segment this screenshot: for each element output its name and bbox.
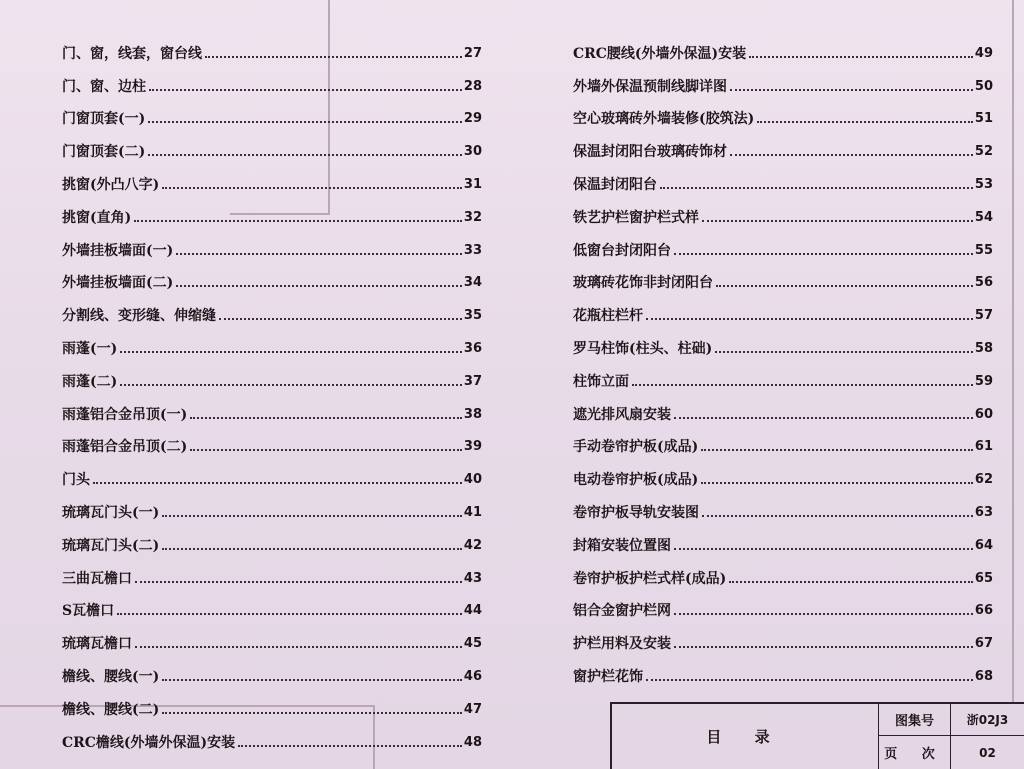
toc-entry-title: CRC腰线(外墙外保温)安装 [573,45,747,62]
toc-entry-page: 53 [974,176,993,192]
toc-leader [135,646,462,648]
toc-entry-page: 27 [463,45,482,61]
toc-entry-page: 41 [463,504,482,520]
toc-leader [162,712,462,714]
toc-entry-title: 分割线、变形缝、伸缩缝 [62,308,216,325]
page-number-value: 02 [950,736,1024,769]
toc-leader [632,384,973,386]
toc-entry-title: 檐线、腰线(二) [62,701,160,718]
toc-entry-title: 雨蓬铝合金吊顶(二) [62,439,188,456]
toc-entry-page: 49 [974,45,993,61]
toc-entry[interactable] [62,424,482,457]
toc-entry-page: 33 [463,242,482,258]
toc-leader [757,121,973,123]
toc-leader [162,187,462,189]
toc-entry[interactable] [573,260,993,293]
toc-entry-page: 39 [463,439,482,455]
toc-entry-page: 37 [463,373,482,389]
toc-entry-title: 保温封闭阳台玻璃砖饰材 [573,144,727,161]
toc-entry-page: 32 [463,209,482,225]
toc-entry-title: 门头 [62,472,90,489]
toc-entry-page: 42 [463,537,482,553]
toc-entry[interactable] [62,653,482,686]
atlas-number-label: 图集号 [878,704,950,736]
toc-entry-title: 雨蓬(一) [62,340,118,357]
toc-entry-title: 门窗顶套(二) [62,144,146,161]
toc-leader [674,253,973,255]
toc-entry-title: 手动卷帘护板(成品) [573,439,699,456]
toc-entry-title: 玻璃砖花饰非封闭阳台 [573,275,713,292]
toc-leader [176,253,462,255]
toc-entry-title: 卷帘护板导轨安装图 [573,504,699,521]
toc-entry[interactable] [573,424,993,457]
toc-leader [148,121,462,123]
toc-entry-title: 雨蓬(二) [62,373,118,390]
toc-entry[interactable] [62,325,482,358]
toc-entry[interactable] [62,522,482,555]
toc-entry[interactable] [573,30,993,63]
toc-entry-title: CRC檐线(外墙外保温)安装 [62,734,236,751]
toc-entry-page: 61 [974,439,993,455]
toc-leader [715,351,973,353]
toc-entry-title: 挑窗(直角) [62,209,132,226]
toc-entry-page: 36 [463,340,482,356]
drawing-title-block [610,702,1024,769]
toc-entry[interactable] [62,194,482,227]
toc-entry-title: 檐线、腰线(一) [62,668,160,685]
toc-entry-page: 28 [463,78,482,94]
toc-entry[interactable] [573,391,993,424]
toc-entry-title: 外墙外保温预制线脚详图 [573,78,727,95]
toc-entry-page: 29 [463,111,482,127]
toc-entry[interactable] [62,456,482,489]
toc-leader [729,581,973,583]
toc-entry-page: 56 [974,275,993,291]
toc-entry[interactable] [573,128,993,161]
toc-entry-page: 66 [974,603,993,619]
toc-entry-title: 卷帘护板护栏式样(成品) [573,570,727,587]
toc-entry-page: 55 [974,242,993,258]
toc-entry-title: 门、窗，线套，窗台线 [62,45,202,62]
toc-leader [660,187,973,189]
toc-entry[interactable] [62,30,482,63]
toc-entry-title: 琉璃瓦檐口 [62,636,132,653]
toc-entry-page: 57 [974,308,993,324]
toc-entry-page: 58 [974,340,993,356]
bleed-frame-line [1012,0,1014,702]
toc-entry-page: 64 [974,537,993,553]
toc-entry[interactable] [573,620,993,653]
toc-entry-title: 低窗台封闭阳台 [573,242,671,259]
toc-entry[interactable] [62,686,482,719]
toc-entry[interactable] [573,292,993,325]
toc-leader [730,89,973,91]
toc-entry-page: 50 [974,78,993,94]
toc-entry[interactable] [62,161,482,194]
toc-entry-page: 30 [463,144,482,160]
toc-entry-title: 挑窗(外凸八字) [62,176,160,193]
toc-entry-title: 罗马柱饰(柱头、柱础) [573,340,713,357]
toc-entry[interactable] [573,456,993,489]
toc-entry[interactable] [573,555,993,588]
toc-leader [701,482,973,484]
toc-entry[interactable] [573,161,993,194]
toc-entry-page: 59 [974,373,993,389]
toc-entry[interactable] [573,489,993,522]
toc-entry[interactable] [573,227,993,260]
toc-entry[interactable] [62,588,482,621]
toc-entry[interactable] [573,653,993,686]
toc-leader [205,56,462,58]
toc-entry-page: 43 [463,570,482,586]
toc-leader [749,56,973,58]
toc-leader [674,646,973,648]
toc-leader [148,154,462,156]
toc-leader [162,548,462,550]
toc-entry[interactable] [62,620,482,653]
toc-entry[interactable] [573,522,993,555]
toc-entry[interactable] [62,555,482,588]
toc-entry[interactable] [62,391,482,424]
toc-entry-title: 铁艺护栏窗护栏式样 [573,209,699,226]
toc-entry-title: 空心玻璃砖外墙装修(胶筑法) [573,111,755,128]
toc-entry-title: 封箱安装位置图 [573,537,671,554]
toc-entry[interactable] [62,292,482,325]
toc-entry-page: 31 [463,176,482,192]
toc-entry-page: 44 [463,603,482,619]
toc-entry[interactable] [62,63,482,96]
toc-entry-title: 琉璃瓦门头(一) [62,504,160,521]
toc-entry-page: 45 [463,636,482,652]
toc-entry[interactable] [62,96,482,129]
toc-leader [117,613,462,615]
atlas-number-value: 浙02J3 [950,704,1024,736]
toc-entry-page: 40 [463,472,482,488]
toc-right-column [573,30,993,686]
toc-leader [93,482,462,484]
toc-entry-page: 35 [463,308,482,324]
toc-entry[interactable] [62,227,482,260]
toc-leader [238,745,462,747]
toc-left-column [62,30,482,752]
toc-entry-title: 遮光排风扇安装 [573,406,671,423]
toc-leader [646,318,973,320]
toc-leader [702,220,973,222]
toc-entry-page: 67 [974,636,993,652]
toc-entry-title: 铝合金窗护栏网 [573,603,671,620]
toc-entry-title: 外墙挂板墙面(一) [62,242,174,259]
toc-entry-page: 34 [463,275,482,291]
toc-leader [190,449,462,451]
toc-leader [120,384,462,386]
toc-entry-page: 51 [974,111,993,127]
toc-entry-title: 柱饰立面 [573,373,629,390]
toc-entry[interactable] [62,358,482,391]
toc-entry-title: 保温封闭阳台 [573,176,657,193]
toc-entry[interactable] [62,719,482,752]
toc-entry[interactable] [62,260,482,293]
toc-leader [162,515,462,517]
toc-entry[interactable] [62,489,482,522]
toc-entry[interactable] [573,325,993,358]
toc-entry[interactable] [573,63,993,96]
page-number-label: 页 次 [878,736,950,769]
toc-entry-page: 54 [974,209,993,225]
toc-entry-title: 外墙挂板墙面(二) [62,275,174,292]
toc-leader [134,220,462,222]
toc-entry-page: 38 [463,406,482,422]
toc-entry-page: 62 [974,472,993,488]
toc-leader [674,613,973,615]
toc-entry[interactable] [573,96,993,129]
toc-leader [190,417,462,419]
toc-entry-title: 花瓶柱栏杆 [573,308,643,325]
toc-leader [135,581,462,583]
toc-leader [149,89,462,91]
toc-leader [176,285,462,287]
toc-entry-page: 68 [974,668,993,684]
toc-entry-page: 65 [974,570,993,586]
toc-entry-page: 52 [974,144,993,160]
toc-entry[interactable] [573,588,993,621]
toc-leader [716,285,973,287]
toc-entry-page: 60 [974,406,993,422]
toc-entry-page: 48 [463,734,482,750]
toc-entry-page: 47 [463,701,482,717]
toc-leader [701,449,973,451]
toc-entry[interactable] [573,358,993,391]
toc-leader [219,318,462,320]
toc-entry-title: 门窗顶套(一) [62,111,146,128]
toc-leader [674,548,973,550]
toc-entry-title: S瓦檐口 [62,603,115,620]
toc-leader [730,154,973,156]
toc-leader [120,351,462,353]
toc-entry-title: 门、窗、边柱 [62,78,146,95]
toc-entry-page: 63 [974,504,993,520]
toc-leader [162,679,462,681]
title-block-name: 目 录 [706,728,784,746]
toc-entry-title: 电动卷帘护板(成品) [573,472,699,489]
toc-entry-page: 46 [463,668,482,684]
toc-entry-title: 三曲瓦檐口 [62,570,132,587]
toc-leader [646,679,973,681]
toc-entry[interactable] [62,128,482,161]
toc-entry-title: 琉璃瓦门头(二) [62,537,160,554]
toc-entry-title: 护栏用料及安装 [573,636,671,653]
toc-leader [674,417,973,419]
toc-leader [702,515,973,517]
toc-entry-title: 雨蓬铝合金吊顶(一) [62,406,188,423]
toc-entry[interactable] [573,194,993,227]
toc-entry-title: 窗护栏花饰 [573,668,643,685]
